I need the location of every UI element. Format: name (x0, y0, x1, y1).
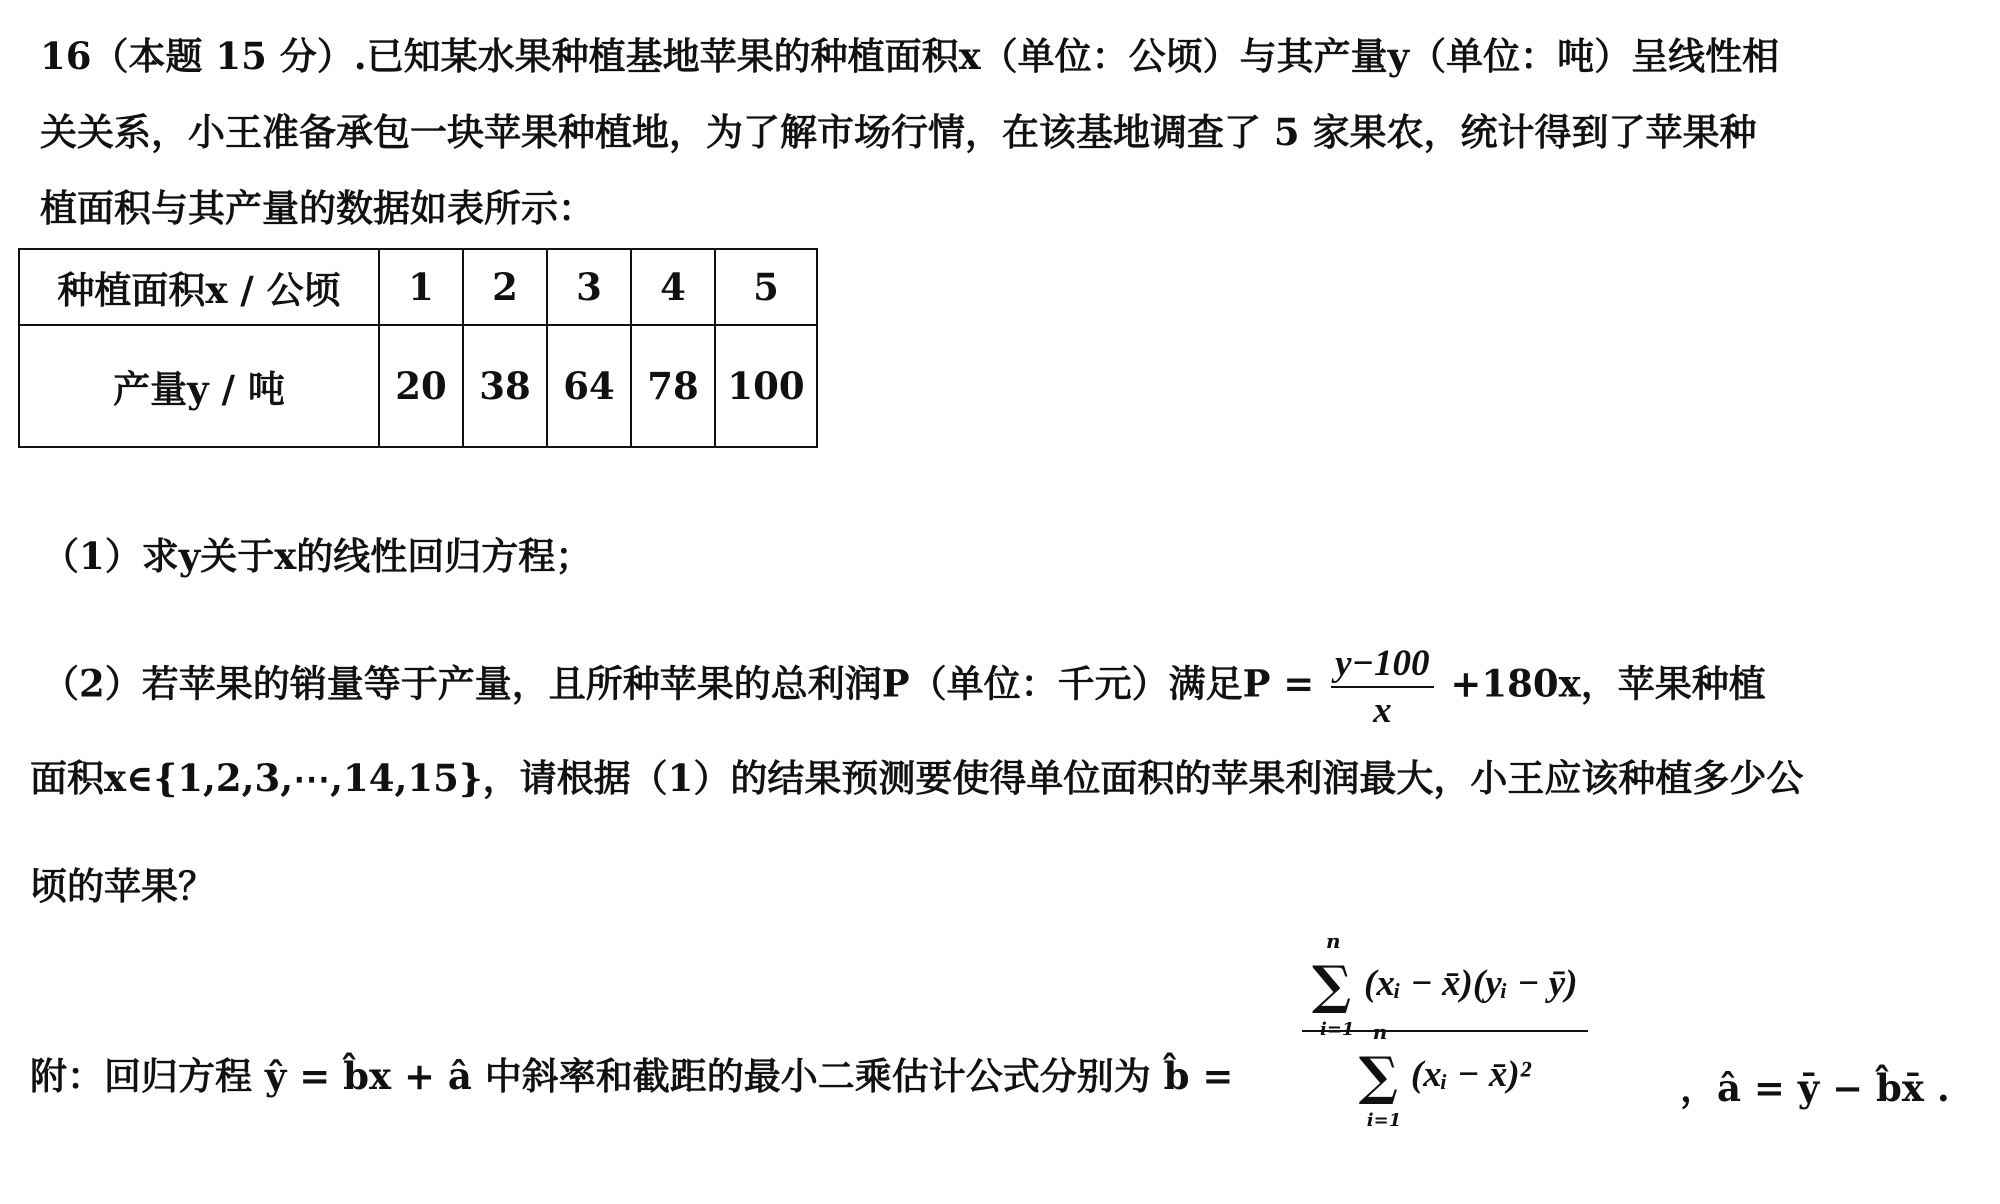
sum-lower-limit: i=1 (1366, 1110, 1402, 1131)
problem-line-2: 关关系，小王准备承包一块苹果种植地，为了解市场行情，在该基地调查了 5 家果农，统计得到了苹果种 (40, 110, 1757, 154)
table-header-area: 种植面积x / 公顷 (19, 249, 379, 325)
sum-symbol: ∑ n i=1 (1358, 1020, 1402, 1131)
table-row-yield (19, 325, 817, 447)
problem-line-3: 植面积与其产量的数据如表所示： (40, 186, 595, 230)
slope-formula-fraction (1302, 929, 1588, 1131)
table-cell: 1 (379, 249, 463, 325)
question-2-prefix: （2）若苹果的销量等于产量，且所种苹果的总利润P（单位：千元）满足P = (42, 661, 1315, 706)
appendix-prefix: 附：回归方程 ŷ = b̂x + â 中斜率和截距的最小二乘估计公式分别为 b̂ = (30, 1054, 1234, 1098)
table-cell: 64 (547, 325, 631, 447)
table-row-area (19, 249, 817, 325)
question-1: （1）求y关于x的线性回归方程； (42, 534, 593, 578)
sum-upper-limit: n (1326, 929, 1341, 953)
question-2-line-3: 顷的苹果？ (30, 864, 215, 908)
table-header-yield: 产量y / 吨 (19, 325, 379, 447)
profit-fraction-numerator: y−100 (1331, 645, 1433, 688)
sum-lower-limit: i=1 (1320, 1019, 1355, 1040)
table-cell: 5 (715, 249, 817, 325)
data-table (18, 248, 818, 448)
intercept-formula: ，â = ȳ − b̂x̄ . (1680, 1066, 1950, 1110)
table-cell: 78 (631, 325, 715, 447)
question-2-line-2: 面积x∈{1,2,3,⋯,14,15}，请根据（1）的结果预测要使得单位面积的苹果利润最大，小王应该种植多少公 (30, 756, 1804, 800)
sum-symbol: ∑ n i=1 (1312, 929, 1355, 1040)
slope-formula-numerator (1302, 929, 1588, 1040)
problem-line-1: 16（本题 15 分）.已知某水果种植基地苹果的种植面积x（单位：公顷）与其产量y（单位：吨）呈线性相 (40, 34, 1780, 78)
profit-fraction-denominator: x (1373, 690, 1392, 731)
question-2-suffix: +180x，苹果种植 (1450, 661, 1766, 706)
table-cell: 20 (379, 325, 463, 447)
slope-formula-denominator (1302, 1020, 1588, 1131)
table-cell: 4 (631, 249, 715, 325)
question-2-line-1 (42, 645, 1766, 729)
sum-upper-limit: n (1372, 1020, 1388, 1044)
table-cell: 2 (463, 249, 547, 325)
denominator-expression: (xᵢ − x̄)² (1410, 1054, 1531, 1095)
table-cell: 3 (547, 249, 631, 325)
numerator-expression: (xᵢ − x̄)(yᵢ − ȳ) (1364, 963, 1578, 1004)
profit-fraction (1331, 645, 1433, 729)
table-cell: 100 (715, 325, 817, 447)
table-cell: 38 (463, 325, 547, 447)
